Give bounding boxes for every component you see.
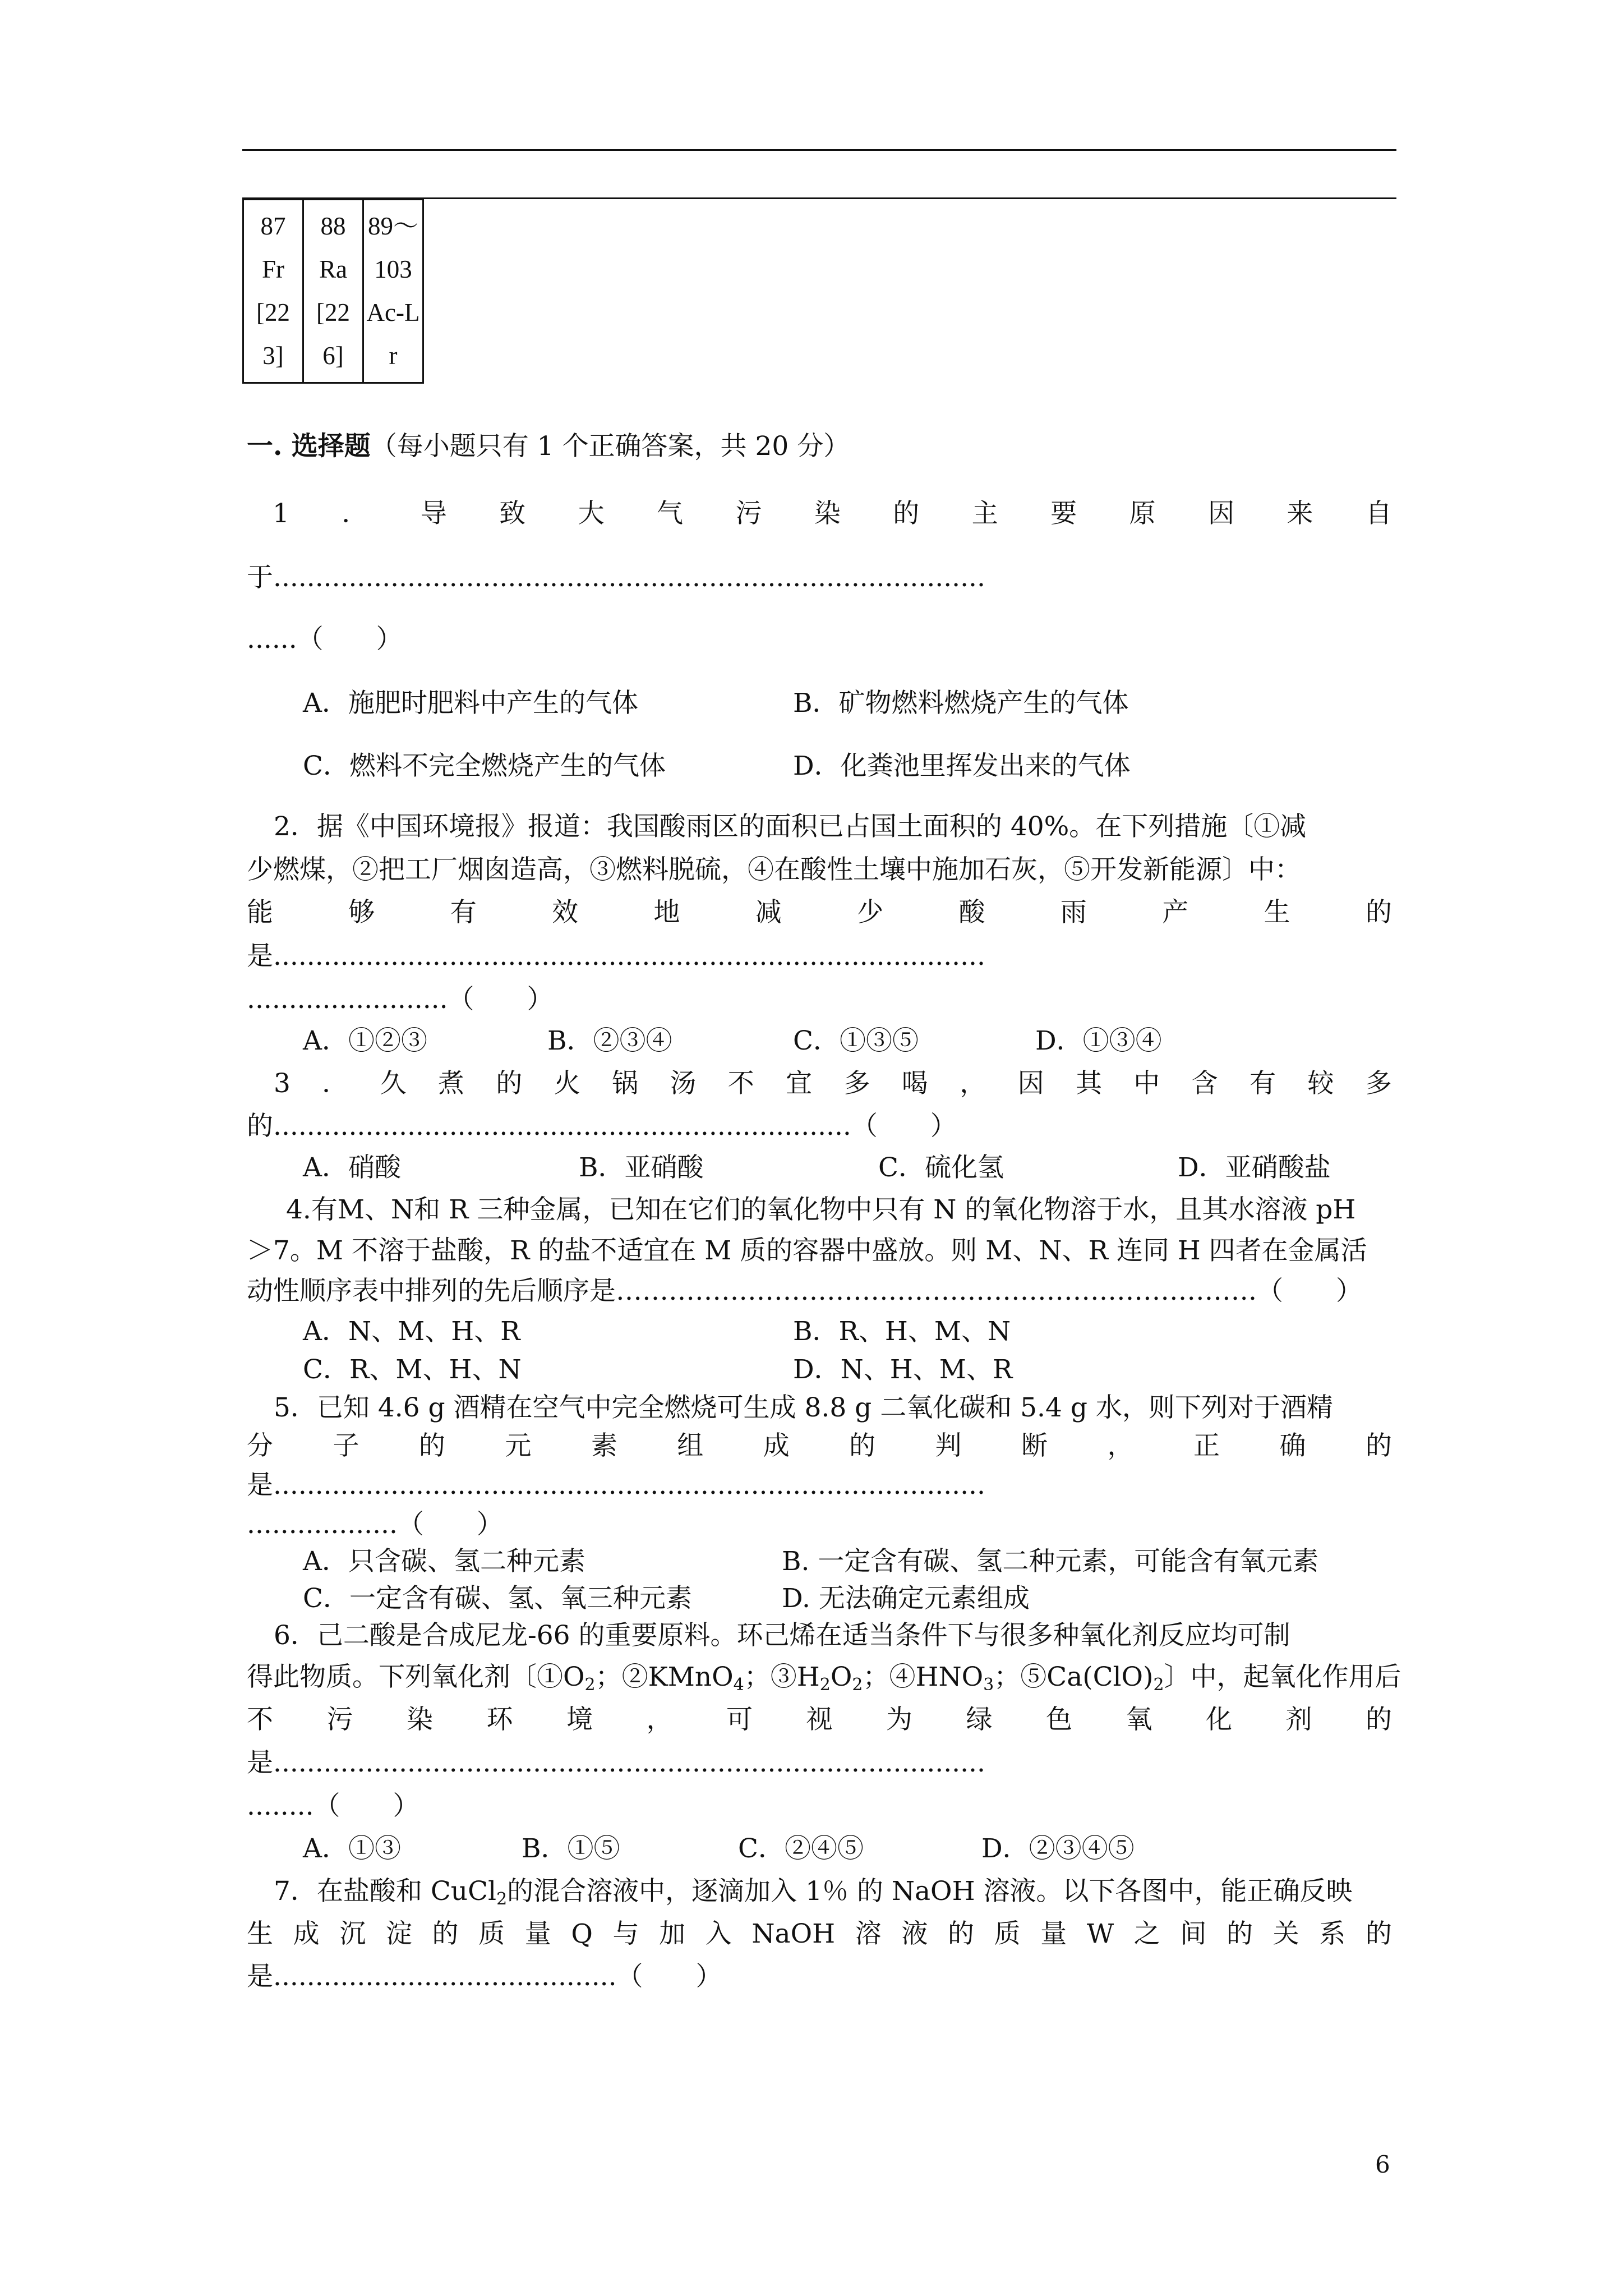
stem-token: 的 bbox=[947, 1918, 974, 1949]
question-6-stem-3 bbox=[247, 1703, 1392, 1737]
stem-token: 的 bbox=[1365, 1430, 1392, 1461]
question-5-option-d: D. 无法确定元素组成 bbox=[782, 1583, 1030, 1614]
question-3-stem bbox=[274, 1067, 1392, 1101]
stem-token: 淀 bbox=[385, 1918, 412, 1949]
stem-token: 的 bbox=[418, 1430, 445, 1461]
question-2-stem-3 bbox=[247, 896, 1392, 930]
stem-token: 绿 bbox=[966, 1704, 993, 1735]
question-6-leader: 是..................................................................................... bbox=[247, 1747, 985, 1778]
question-6-option-a: A．①③ bbox=[303, 1833, 401, 1864]
stem-token: 的 bbox=[1365, 897, 1392, 928]
element-cell-ra: 88 Ra [22 6] bbox=[303, 200, 363, 383]
stem-token: 来 bbox=[1287, 498, 1313, 529]
element-cell-fr: 87 Fr [22 3] bbox=[243, 200, 303, 383]
question-6-option-c: C．②④⑤ bbox=[738, 1833, 864, 1864]
stem-token: Q bbox=[571, 1918, 593, 1949]
stem-token: 产 bbox=[1162, 897, 1189, 928]
stem-token: 汤 bbox=[670, 1068, 697, 1099]
question-6-stem-2: 得此物质。下列氧化剂〔$①O_2$；②KMnO$_4$；$③H_2O_2$；$④HNO_3$；$⑤Ca(ClO)_2$〕中，起氧化作用后 bbox=[247, 1662, 1401, 1695]
page-number: 6 bbox=[1375, 2151, 1390, 2178]
stem-token: 宜 bbox=[786, 1068, 813, 1099]
stem-token: 喝 bbox=[901, 1068, 928, 1099]
question-2-option-c: C．①③⑤ bbox=[793, 1025, 919, 1056]
stem-token: 视 bbox=[806, 1704, 833, 1735]
stem-token: 溶 bbox=[855, 1918, 882, 1949]
question-7-leader: 是.........................................（ ） bbox=[247, 1961, 722, 1992]
stem-token: 能 bbox=[247, 897, 273, 928]
question-1-option-d: D．化粪池里挥发出来的气体 bbox=[793, 751, 1131, 781]
stem-token: 成 bbox=[293, 1918, 320, 1949]
question-3-option-c: C．硫化氢 bbox=[878, 1152, 1004, 1183]
stem-token: 为 bbox=[886, 1704, 912, 1735]
periodic-table-fragment bbox=[242, 199, 424, 384]
question-4-stem-3: 动性顺序表中排列的先后顺序是……………………………………………………………….（ ） bbox=[247, 1276, 1362, 1306]
question-6-blank: ........（ ） bbox=[247, 1791, 419, 1821]
question-2-stem-2: 少燃煤，②把工厂烟囱造高，③燃料脱硫，④在酸性土壤中施加石灰，⑤开发新能源〕中： bbox=[247, 854, 1301, 885]
stem-token: 酸 bbox=[958, 897, 985, 928]
stem-token: 地 bbox=[653, 897, 680, 928]
stem-token: 化 bbox=[1206, 1704, 1232, 1735]
stem-token: 分 bbox=[247, 1430, 273, 1461]
header-rule bbox=[242, 149, 1396, 151]
stem-token: 间 bbox=[1180, 1918, 1207, 1949]
question-6-option-b: B．①⑤ bbox=[522, 1833, 620, 1864]
stem-token: 关 bbox=[1272, 1918, 1299, 1949]
stem-token: 污 bbox=[735, 498, 762, 529]
question-5-option-c: C．一定含有碳、氢、氧三种元素 bbox=[303, 1583, 692, 1614]
stem-token: 判 bbox=[935, 1430, 962, 1461]
stem-token: 够 bbox=[348, 897, 375, 928]
stem-token: 导 bbox=[420, 498, 447, 529]
stem-token: 多 bbox=[843, 1068, 870, 1099]
stem-token: 含 bbox=[1191, 1068, 1218, 1099]
stem-token: ． bbox=[342, 498, 368, 529]
stem-token: 组 bbox=[677, 1430, 704, 1461]
stem-token: ， bbox=[960, 1068, 986, 1099]
stem-token: 氧 bbox=[1126, 1704, 1152, 1735]
stem-token: 沉 bbox=[339, 1918, 366, 1949]
stem-token: 的 bbox=[432, 1918, 459, 1949]
stem-token: 的 bbox=[893, 498, 920, 529]
question-2-option-a: A．①②③ bbox=[303, 1025, 427, 1056]
section-title: 一. 选择题 bbox=[247, 431, 371, 462]
question-3-option-b: B．亚硝酸 bbox=[579, 1152, 704, 1183]
stem-token: 成 bbox=[763, 1430, 790, 1461]
question-4-option-c: C．R、M、H、N bbox=[303, 1354, 522, 1385]
stem-token: 子 bbox=[333, 1430, 359, 1461]
stem-token: 的 bbox=[1227, 1918, 1253, 1949]
stem-token: ． bbox=[322, 1068, 349, 1099]
stem-token: 量 bbox=[524, 1918, 551, 1949]
stem-token: 大 bbox=[578, 498, 605, 529]
question-3-option-d: D．亚硝酸盐 bbox=[1178, 1152, 1331, 1183]
stem-token: 污 bbox=[326, 1704, 353, 1735]
question-5-stem-2 bbox=[247, 1429, 1392, 1463]
question-1-option-a: A．施肥时肥料中产生的气体 bbox=[303, 688, 638, 719]
question-1-option-b: B．矿物燃料燃烧产生的气体 bbox=[793, 688, 1129, 719]
question-1-stem bbox=[273, 497, 1392, 531]
question-4-option-a: A．N、M、H、R bbox=[303, 1316, 520, 1347]
stem-token: 气 bbox=[657, 498, 684, 529]
stem-token: 自 bbox=[1365, 498, 1392, 529]
stem-token: 生 bbox=[1264, 897, 1290, 928]
question-6-stem-1: 6．己二酸是合成尼龙-66 的重要原料。环己烯在适当条件下与很多种氧化剂反应均可制 bbox=[274, 1620, 1290, 1651]
stem-token: 断 bbox=[1021, 1430, 1048, 1461]
stem-token: ， bbox=[646, 1704, 673, 1735]
stem-token: W bbox=[1086, 1918, 1114, 1949]
question-2-blank: ........................（ ） bbox=[247, 984, 554, 1015]
stem-token: 的 bbox=[1365, 1918, 1392, 1949]
stem-token: 锅 bbox=[612, 1068, 639, 1099]
stem-token: 质 bbox=[994, 1918, 1021, 1949]
stem-token: 煮 bbox=[437, 1068, 464, 1099]
question-1-option-c: C．燃料不完全燃烧产生的气体 bbox=[303, 751, 666, 781]
question-3-option-a: A．硝酸 bbox=[303, 1152, 401, 1183]
stem-token: 素 bbox=[591, 1430, 617, 1461]
question-3-leader: 的.....................................................................（ ） bbox=[247, 1111, 957, 1142]
stem-token: 染 bbox=[814, 498, 841, 529]
question-4-option-d: D．N、H、M、R bbox=[793, 1354, 1013, 1385]
stem-token: 主 bbox=[971, 498, 998, 529]
question-1-blank: ......（ ） bbox=[247, 624, 403, 655]
stem-token: 入 bbox=[705, 1918, 732, 1949]
stem-token: 中 bbox=[1133, 1068, 1160, 1099]
question-4-option-b: B．R、H、M、N bbox=[793, 1316, 1011, 1347]
question-2-option-b: B．②③④ bbox=[547, 1025, 672, 1056]
question-5-leader: 是..................................................................................... bbox=[247, 1470, 985, 1501]
stem-token: 环 bbox=[486, 1704, 513, 1735]
stem-token: 3 bbox=[274, 1068, 291, 1099]
stem-token: 致 bbox=[499, 498, 526, 529]
question-5-blank: ..................（ ） bbox=[247, 1509, 503, 1540]
question-5-option-b: B. 一定含有碳、氢二种元素，可能含有氧元素 bbox=[782, 1546, 1319, 1577]
stem-token: 量 bbox=[1040, 1918, 1067, 1949]
stem-token: 色 bbox=[1046, 1704, 1072, 1735]
stem-token: 因 bbox=[1207, 498, 1234, 529]
stem-token: 可 bbox=[726, 1704, 753, 1735]
stem-token: 较 bbox=[1307, 1068, 1334, 1099]
stem-token: 液 bbox=[901, 1918, 928, 1949]
stem-token: 有 bbox=[1249, 1068, 1276, 1099]
stem-token: 境 bbox=[566, 1704, 593, 1735]
question-2-leader: 是..................................................................................... bbox=[247, 941, 985, 972]
stem-token: 剂 bbox=[1285, 1704, 1312, 1735]
question-5-stem-1: 5．已知 4.6 g 酒精在空气中完全燃烧可生成 8.8 g 二氧化碳和 5.4 g 水，则下列对于酒精 bbox=[274, 1392, 1333, 1423]
stem-token: 正 bbox=[1193, 1430, 1220, 1461]
question-2-option-d: D．①③④ bbox=[1035, 1025, 1162, 1056]
stem-token: 久 bbox=[380, 1068, 407, 1099]
stem-token: 生 bbox=[247, 1918, 273, 1949]
stem-token: 的 bbox=[496, 1068, 523, 1099]
stem-token: ， bbox=[1107, 1430, 1134, 1461]
stem-token: 的 bbox=[1366, 1704, 1392, 1735]
question-1-leader: 于..................................................................................... bbox=[247, 562, 985, 593]
question-6-option-d: D．②③④⑤ bbox=[981, 1833, 1135, 1864]
stem-token: 原 bbox=[1129, 498, 1156, 529]
stem-token: 加 bbox=[659, 1918, 686, 1949]
stem-token: 确 bbox=[1279, 1430, 1306, 1461]
stem-token: 元 bbox=[505, 1430, 532, 1461]
stem-token: 少 bbox=[857, 897, 884, 928]
stem-token: 不 bbox=[247, 1704, 273, 1735]
stem-token: 与 bbox=[612, 1918, 639, 1949]
stem-token: 效 bbox=[552, 897, 579, 928]
question-7-stem-1: 7．在盐酸和 CuCl$_2$的混合溶液中，逐滴加入 1％ 的 NaOH 溶液。以下各图中，能正确反映 bbox=[274, 1876, 1353, 1909]
stem-token: 有 bbox=[450, 897, 477, 928]
stem-token: 雨 bbox=[1060, 897, 1087, 928]
stem-token: 之 bbox=[1133, 1918, 1160, 1949]
question-7-stem-2 bbox=[247, 1917, 1392, 1951]
question-2-stem-1: 2．据《中国环境报》报道：我国酸雨区的面积已占国土面积的 40%。在下列措施〔①减 bbox=[274, 811, 1307, 842]
stem-token: 减 bbox=[755, 897, 782, 928]
stem-token: 不 bbox=[727, 1068, 754, 1099]
stem-token: 要 bbox=[1050, 498, 1077, 529]
stem-token: 染 bbox=[407, 1704, 433, 1735]
element-cell-actinides: 89～ 103 Ac-L r bbox=[363, 200, 423, 383]
section-heading bbox=[247, 430, 1392, 463]
stem-token: 因 bbox=[1017, 1068, 1044, 1099]
section-note: （每小题只有 1 个正确答案，共 20 分） bbox=[370, 431, 850, 462]
question-4-stem-2: ＞7。M 不溶于盐酸，R 的盐不适宜在 M 质的容器中盛放。则 M、N、R 连同 H 四者在金属活 bbox=[247, 1235, 1367, 1266]
stem-token: 的 bbox=[849, 1430, 876, 1461]
question-4-stem-1: 4.有M、N和 R 三种金属，已知在它们的氧化物中只有 N 的氧化物溶于水，且其水溶液 pH bbox=[286, 1194, 1356, 1225]
stem-token: NaOH bbox=[751, 1918, 836, 1949]
stem-token: 火 bbox=[554, 1068, 580, 1099]
stem-token: 1 bbox=[273, 498, 289, 529]
stem-token: 质 bbox=[478, 1918, 505, 1949]
question-5-option-a: A．只含碳、氢二种元素 bbox=[303, 1546, 585, 1577]
stem-token: 其 bbox=[1075, 1068, 1102, 1099]
stem-token: 多 bbox=[1365, 1068, 1392, 1099]
stem-token: 系 bbox=[1319, 1918, 1346, 1949]
